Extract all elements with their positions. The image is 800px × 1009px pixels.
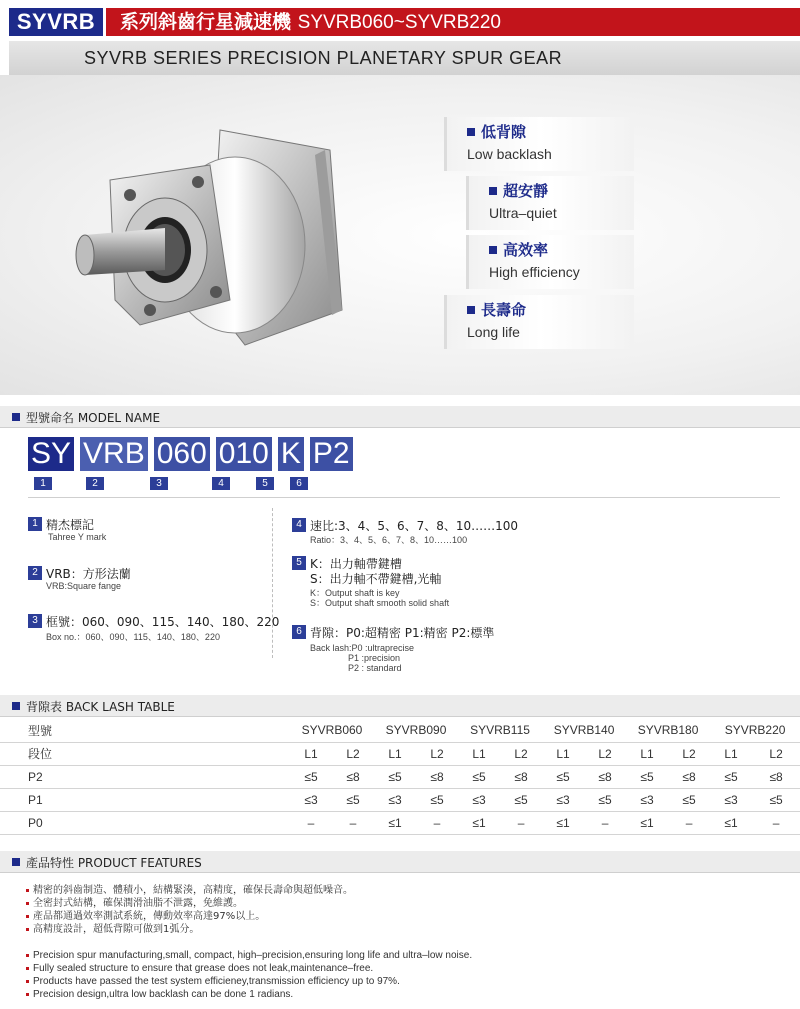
- square-bullet-icon: [467, 306, 475, 314]
- section-label: 背隙表 BACK LASH TABLE: [26, 700, 175, 714]
- product-features-heading: [0, 851, 800, 873]
- backlash-heading: [0, 695, 800, 717]
- square-bullet-icon: [467, 128, 475, 136]
- product-features-zh: [26, 884, 353, 936]
- section-label: 型號命名 MODEL NAME: [26, 411, 161, 425]
- item-zh: VRB：方形法蘭: [46, 567, 131, 581]
- list-item: Fully sealed structure to ensure that grease does not leak,maintenance–free.: [26, 962, 472, 975]
- table-cell: ≤1: [542, 811, 584, 834]
- table-cell: ≤3: [542, 788, 584, 811]
- table-cell: ≤5: [500, 788, 542, 811]
- feature-en: High efficiency: [489, 264, 580, 280]
- table-cell: ≤3: [374, 788, 416, 811]
- table-cell: ≤8: [500, 765, 542, 788]
- list-item: 產品都通過效率測試系統，傳動效率高達97%以上。: [26, 910, 353, 923]
- table-row: [0, 742, 800, 765]
- model-item-2: [28, 565, 258, 595]
- table-cell: L2: [416, 742, 458, 765]
- table-cell: ≤3: [710, 788, 752, 811]
- hero-section: [0, 75, 800, 395]
- page-header: [0, 0, 800, 40]
- table-cell: –: [668, 811, 710, 834]
- item-en: P2 : standard: [348, 663, 402, 673]
- column-divider: [272, 508, 273, 658]
- item-zh: 精杰標記: [46, 518, 95, 532]
- square-bullet-icon: [12, 858, 20, 866]
- item-number: 2: [28, 566, 42, 580]
- item-number: 3: [28, 614, 42, 628]
- segment-number: 4: [212, 477, 230, 490]
- item-en: Tahree Y mark: [48, 532, 107, 542]
- table-cell: ≤3: [626, 788, 668, 811]
- square-bullet-icon: [12, 413, 20, 421]
- model-item-3: [28, 613, 280, 643]
- feature-zh: 低背隙: [481, 123, 527, 141]
- table-header-row: [0, 719, 800, 742]
- table-cell: –: [584, 811, 626, 834]
- item-en: K：Output shaft is key: [310, 588, 400, 598]
- table-cell: ≤8: [416, 765, 458, 788]
- table-cell: –: [416, 811, 458, 834]
- item-zh: 速比:3、4、5、6、7、8、10……100: [310, 519, 519, 533]
- model-header: SYVRB180: [626, 719, 710, 742]
- table-cell: ≤5: [458, 765, 500, 788]
- list-item: Precision design,ultra low backlash can be done 1 radians.: [26, 988, 472, 1001]
- model-header: SYVRB140: [542, 719, 626, 742]
- model-name-heading: [0, 406, 800, 428]
- product-features-en: [26, 949, 472, 1001]
- model-segment: K: [278, 437, 304, 471]
- row-label: P1: [0, 788, 290, 811]
- item-number: 4: [292, 518, 306, 532]
- title-zh: 系列斜齒行星減速機: [120, 11, 292, 33]
- item-zh: S：出力軸不帶鍵槽,光軸: [310, 572, 442, 586]
- table-cell: –: [332, 811, 374, 834]
- table-cell: ≤5: [626, 765, 668, 788]
- feature-en: Long life: [467, 324, 520, 340]
- model-header: SYVRB090: [374, 719, 458, 742]
- model-segment: VRB: [80, 437, 148, 471]
- row-label: P2: [0, 765, 290, 788]
- table-cell: ≤1: [626, 811, 668, 834]
- table-cell: –: [752, 811, 800, 834]
- item-zh: K：出力軸帶鍵槽: [310, 557, 402, 571]
- table-cell: –: [500, 811, 542, 834]
- list-item: Precision spur manufacturing,small, compact, high–precision,ensuring long life and ultra–low noise.: [26, 949, 472, 962]
- table-cell: ≤5: [332, 788, 374, 811]
- list-item: Products have passed the test system efficieney,transmission efficiency up to 97%.: [26, 975, 472, 988]
- model-segment: P2: [310, 437, 353, 471]
- table-cell: –: [290, 811, 332, 834]
- table-cell: ≤1: [710, 811, 752, 834]
- divider: [28, 497, 780, 498]
- table-cell: ≤3: [290, 788, 332, 811]
- table-row: [0, 788, 800, 811]
- item-number: 5: [292, 556, 306, 570]
- page-subtitle: SYVRB SERIES PRECISION PLANETARY SPUR GEAR: [84, 48, 563, 68]
- table-cell: ≤5: [290, 765, 332, 788]
- table-row: [0, 765, 800, 788]
- table-cell: ≤3: [458, 788, 500, 811]
- item-en: P1 :precision: [348, 653, 401, 663]
- table-cell: ≤5: [752, 788, 800, 811]
- model-segment: 010: [216, 437, 272, 471]
- feature-card-high-efficiency: [466, 235, 634, 289]
- row-label: P0: [0, 811, 290, 834]
- table-header: 型號: [0, 719, 290, 742]
- feature-card-long-life: [444, 295, 634, 349]
- table-cell: L2: [500, 742, 542, 765]
- model-item-1: [28, 516, 258, 546]
- table-cell: ≤1: [458, 811, 500, 834]
- table-row: [0, 811, 800, 834]
- model-header: SYVRB115: [458, 719, 542, 742]
- table-cell: L1: [374, 742, 416, 765]
- planetary-gearbox-image: [70, 110, 370, 370]
- item-zh: 背隙：P0:超精密 P1:精密 P2:標準: [310, 626, 495, 640]
- model-item-4: [292, 517, 532, 545]
- square-bullet-icon: [489, 187, 497, 195]
- section-label: 產品特性 PRODUCT FEATURES: [26, 856, 202, 870]
- table-cell: ≤5: [542, 765, 584, 788]
- segment-number: 5: [256, 477, 274, 490]
- table-cell: ≤5: [668, 788, 710, 811]
- list-item: 精密的斜齒制造、體積小，結構緊湊，高精度，確保長壽命與超低噪音。: [26, 884, 353, 897]
- model-header: SYVRB220: [710, 719, 800, 742]
- segment-number: 3: [150, 477, 168, 490]
- table-cell: ≤5: [374, 765, 416, 788]
- feature-en: Ultra–quiet: [489, 205, 557, 221]
- item-en: S：Output shaft smooth solid shaft: [310, 598, 450, 608]
- model-item-5: [292, 555, 532, 607]
- square-bullet-icon: [12, 702, 20, 710]
- table-cell: L1: [458, 742, 500, 765]
- row-label: 段位: [0, 742, 290, 765]
- table-cell: ≤5: [584, 788, 626, 811]
- table-cell: ≤8: [332, 765, 374, 788]
- table-cell: L1: [542, 742, 584, 765]
- feature-card-low-backlash: [444, 117, 634, 171]
- segment-number: 6: [290, 477, 308, 490]
- table-cell: L2: [668, 742, 710, 765]
- table-cell: ≤8: [752, 765, 800, 788]
- item-number: 1: [28, 517, 42, 531]
- item-number: 6: [292, 625, 306, 639]
- model-code: [28, 437, 359, 471]
- table-cell: L1: [710, 742, 752, 765]
- square-bullet-icon: [489, 246, 497, 254]
- table-cell: L2: [752, 742, 800, 765]
- table-cell: L1: [290, 742, 332, 765]
- item-en: Back lash:P0 :ultraprecise: [310, 643, 415, 653]
- table-cell: L2: [332, 742, 374, 765]
- table-cell: ≤8: [668, 765, 710, 788]
- title-bar: [106, 8, 800, 36]
- segment-number: 1: [34, 477, 52, 490]
- backlash-table: [0, 719, 800, 835]
- segment-number: 2: [86, 477, 104, 490]
- item-zh: 框號：060、090、115、140、180、220: [46, 615, 280, 629]
- brand-logo: SYVRB: [9, 8, 103, 36]
- feature-zh: 超安靜: [503, 182, 549, 200]
- model-item-6: [292, 624, 552, 674]
- feature-en: Low backlash: [467, 146, 552, 162]
- list-item: 高精度設計，超低背隙可做到1弧分。: [26, 923, 353, 936]
- table-cell: L2: [584, 742, 626, 765]
- feature-zh: 高效率: [503, 241, 549, 259]
- table-cell: ≤8: [584, 765, 626, 788]
- model-segment: 060: [154, 437, 210, 471]
- feature-card-ultra-quiet: [466, 176, 634, 230]
- model-header: SYVRB060: [290, 719, 374, 742]
- item-en: Ratio：3、4、5、6、7、8、10……100: [310, 535, 468, 545]
- item-en: Box no.：060、090、115、140、180、220: [46, 632, 220, 642]
- table-cell: ≤5: [416, 788, 458, 811]
- feature-zh: 長壽命: [481, 301, 527, 319]
- table-cell: L1: [626, 742, 668, 765]
- item-en: VRB:Square fange: [46, 581, 122, 591]
- list-item: 全密封式結構，確保潤滑油脂不泄露，免維護。: [26, 897, 353, 910]
- table-cell: ≤1: [374, 811, 416, 834]
- table-cell: ≤5: [710, 765, 752, 788]
- model-segment: SY: [28, 437, 74, 471]
- title-models: SYVRB060~SYVRB220: [297, 12, 501, 33]
